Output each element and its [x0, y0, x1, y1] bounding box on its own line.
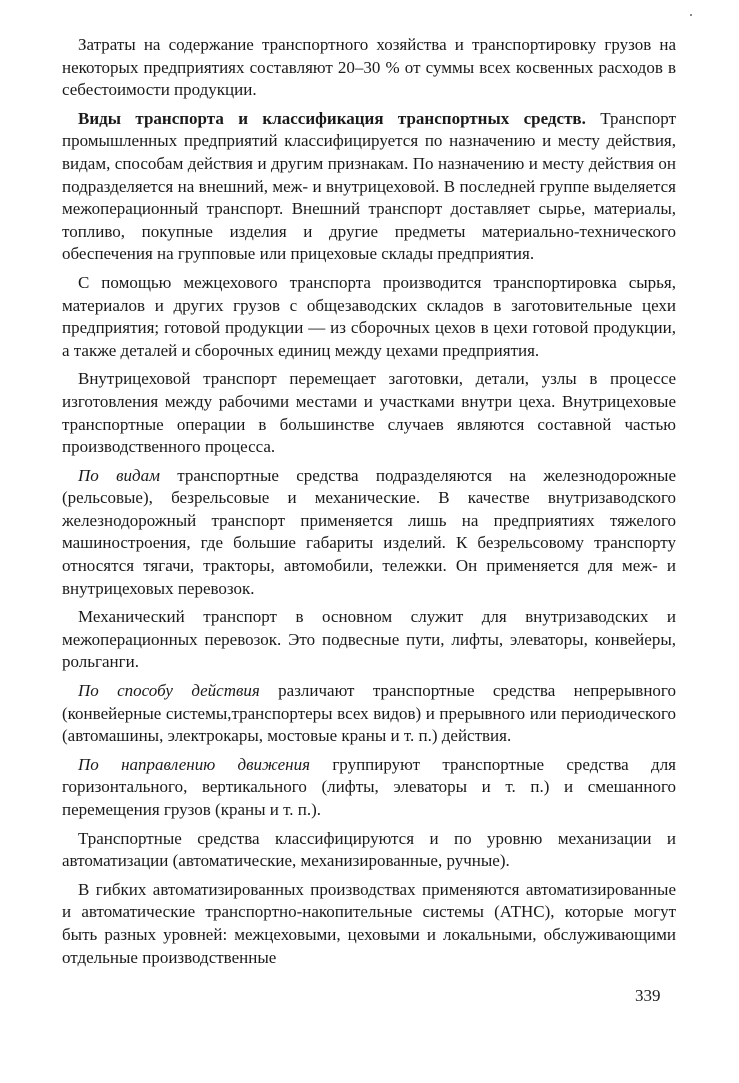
paragraph-5 — [62, 465, 676, 601]
paragraph-6-text: Механический транспорт в основном служит для внутризаводских и межоперационных перевозок. Это подвесные пути, лифты, элеваторы, конвейеры, рольганги. — [62, 607, 676, 672]
paragraph-8 — [62, 754, 676, 822]
paragraph-9 — [62, 828, 676, 873]
paragraph-4-text: Внутрицеховой транспорт перемещает заготовки, детали, узлы в процессе изготовления между рабочими местами и участками внутри цеха. Внутрицеховые транспортные операции в большинстве случаев являются составной частью производственного процесса. — [62, 369, 676, 457]
scan-speck — [690, 14, 692, 16]
paragraph-1 — [62, 34, 676, 102]
paragraph-10-text: В гибких автоматизированных производствах применяются автоматизированные и автоматические транспортно-накопительные системы (АТНС), которые могут быть разных уровней: межцеховыми, цеховыми и локальными, обслуживающими отдельные производственные — [62, 879, 676, 967]
paragraph-7 — [62, 680, 676, 748]
paragraph-2 — [62, 108, 676, 266]
paragraph-2-lead: Виды транспорта и классификация транспортных средств. — [78, 108, 586, 128]
paragraph-3-text: С помощью межцехового транспорта производится транспортировка сырья, материалов и других грузов с общезаводских складов в заготовительные цехи предприятия; готовой продукции — из сборочных цехов в цехи готовой продукции, а также деталей и сборочных единиц между цехами предприятия. — [62, 272, 676, 360]
paragraph-9-text: Транспортные средства классифицируются и по уровню механизации и автоматизации (автоматические, механизированные, ручные). — [62, 828, 676, 871]
paragraph-8-lead: По направлению движения — [78, 754, 310, 774]
page-number: 339 — [635, 986, 661, 1005]
paragraph-7-text: различают транспортные средства непрерывного (конвейерные системы,транспортеры всех видов) и прерывного или периодического (автомашины, электрокары, мостовые краны и т. п.) действия. — [62, 681, 676, 746]
paragraph-3 — [62, 272, 676, 362]
paragraph-10 — [62, 879, 676, 969]
paragraph-5-text: транспортные средства подразделяются на железнодорожные (рельсовые), безрельсовые и механические. В качестве внутризаводского железнодорожный транспорт применяется лишь на предприятиях тяжелого машиностроения, где большие габариты изделий. К безрельсовому транспорту относятся тягачи, тракторы, автомобили, тележки. Он применяется для меж- и внутрицеховых перевозок. — [62, 465, 676, 598]
paragraph-5-lead: По видам — [78, 465, 160, 485]
paragraph-1-text: Затраты на содержание транспортного хозяйства и транспортировку грузов на некоторых предприятиях составляют 20–30 % от суммы всех косвенных расходов в себестоимости продукции. — [62, 35, 676, 100]
paragraph-8-text: группируют транспортные средства для горизонтального, вертикального (лифты, элеваторы и т. п.) и смешанного перемещения грузов (краны и т. п.). — [62, 754, 676, 819]
paragraph-7-lead: По способу действия — [78, 681, 260, 701]
body-text — [62, 34, 676, 975]
paragraph-6 — [62, 606, 676, 674]
paragraph-2-text: Транспорт промышленных предприятий классифицируется по назначению и месту действия, видам, способам действия и другим признакам. По назначению и месту действия он подразделяется на внешний, меж- и внутрицеховой. В последней группе выделяется межоперационный транспорт. Внешний транспорт доставляет сырье, материалы, топливо, покупные изделия и другие предметы материально-технического обеспечения на групповые или прицеховые склады предприятия. — [62, 108, 676, 264]
paragraph-4 — [62, 368, 676, 458]
